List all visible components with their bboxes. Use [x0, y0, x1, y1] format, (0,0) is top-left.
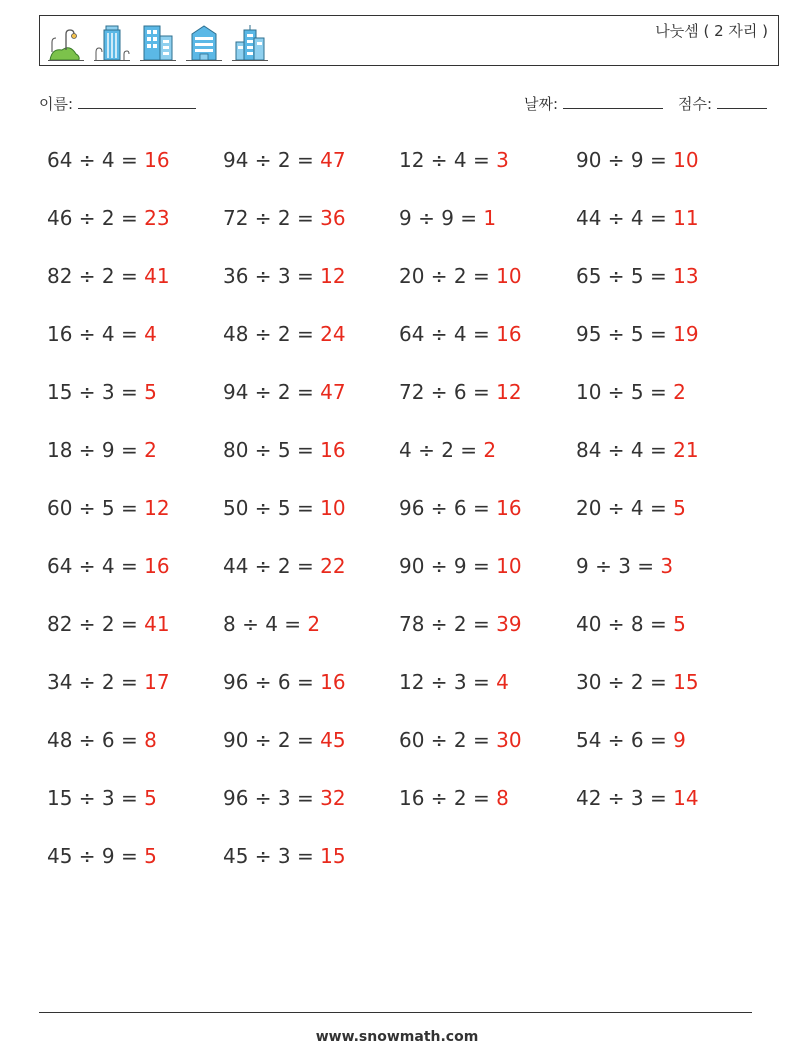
problem-item [223, 496, 346, 520]
problem-question: 15 ÷ 3 = [47, 786, 145, 810]
problem-item [47, 148, 170, 172]
problem-question: 12 ÷ 3 = [399, 670, 497, 694]
problem-question: 64 ÷ 4 = [47, 148, 145, 172]
problem-answer: 14 [673, 786, 699, 810]
problem-question: 46 ÷ 2 = [47, 206, 145, 230]
problem-item [399, 554, 522, 578]
problem-item [47, 844, 157, 868]
problem-answer: 13 [673, 264, 699, 288]
problem-answer: 8 [144, 728, 157, 752]
problem-question: 78 ÷ 2 = [399, 612, 497, 636]
problem-answer: 4 [144, 322, 157, 346]
problem-answer: 41 [144, 264, 170, 288]
problem-answer: 1 [483, 206, 497, 230]
city-buildings-icon [230, 22, 270, 62]
problem-item [223, 612, 320, 636]
problem-answer: 32 [320, 786, 346, 810]
problem-question: 94 ÷ 2 = [223, 148, 321, 172]
problem-item [223, 844, 346, 868]
problem-item [47, 728, 157, 752]
problem-question: 36 ÷ 3 = [223, 264, 321, 288]
problem-question: 44 ÷ 2 = [223, 554, 321, 578]
problem-question: 48 ÷ 6 = [47, 728, 145, 752]
office-building-icon [138, 22, 178, 62]
problem-item [47, 264, 170, 288]
problem-answer: 16 [320, 438, 346, 462]
problem-item [47, 322, 157, 346]
problem-item [576, 670, 699, 694]
worksheet-title: 나눗셈 ( 2 자리 ) [655, 22, 768, 40]
problem-answer: 12 [496, 380, 522, 404]
tall-building-icon [92, 22, 132, 62]
problem-answer: 21 [673, 438, 699, 462]
problem-answer: 15 [673, 670, 699, 694]
problem-question: 15 ÷ 3 = [47, 380, 145, 404]
problem-answer: 22 [320, 554, 346, 578]
problem-item [399, 206, 496, 230]
problem-question: 48 ÷ 2 = [223, 322, 321, 346]
date-label: 날짜: [524, 95, 559, 113]
problem-item [399, 496, 522, 520]
problem-answer: 10 [496, 554, 522, 578]
problem-item [399, 264, 522, 288]
problem-item [576, 322, 699, 346]
problem-answer: 10 [496, 264, 522, 288]
problem-question: 12 ÷ 4 = [399, 148, 497, 172]
problem-item [576, 148, 699, 172]
problem-answer: 12 [320, 264, 346, 288]
name-label: 이름: [39, 95, 74, 113]
problem-answer: 15 [320, 844, 346, 868]
problem-answer: 45 [320, 728, 346, 752]
problem-question: 50 ÷ 5 = [223, 496, 321, 520]
date-field [524, 93, 663, 114]
problem-item [399, 380, 522, 404]
problem-item [576, 728, 686, 752]
problem-answer: 16 [320, 670, 346, 694]
problem-answer: 5 [144, 786, 157, 810]
problem-question: 45 ÷ 9 = [47, 844, 145, 868]
problem-item [47, 670, 170, 694]
problem-question: 20 ÷ 4 = [576, 496, 674, 520]
problem-question: 9 ÷ 9 = [399, 206, 484, 230]
problem-item [223, 438, 346, 462]
problem-question: 44 ÷ 4 = [576, 206, 674, 230]
problem-item [47, 554, 170, 578]
problem-question: 20 ÷ 2 = [399, 264, 497, 288]
problem-answer: 11 [673, 206, 699, 230]
name-line[interactable] [78, 94, 196, 109]
problem-answer: 19 [673, 322, 699, 346]
problem-question: 96 ÷ 6 = [223, 670, 321, 694]
problem-answer: 2 [144, 438, 157, 462]
problem-item [576, 264, 699, 288]
problem-answer: 3 [496, 148, 509, 172]
problem-question: 82 ÷ 2 = [47, 264, 145, 288]
problem-question: 42 ÷ 3 = [576, 786, 674, 810]
problem-question: 64 ÷ 4 = [399, 322, 497, 346]
problem-item [399, 670, 509, 694]
problem-item [47, 612, 170, 636]
problem-answer: 17 [144, 670, 170, 694]
problem-item [399, 322, 522, 346]
problem-question: 94 ÷ 2 = [223, 380, 321, 404]
problem-item [223, 728, 346, 752]
problem-answer: 41 [144, 612, 170, 636]
problem-item [47, 496, 170, 520]
score-field [678, 93, 767, 114]
problem-answer: 30 [496, 728, 522, 752]
problem-question: 90 ÷ 2 = [223, 728, 321, 752]
problem-question: 84 ÷ 4 = [576, 438, 674, 462]
problem-answer: 9 [673, 728, 686, 752]
problem-answer: 5 [673, 496, 686, 520]
problem-question: 80 ÷ 5 = [223, 438, 321, 462]
problem-answer: 8 [496, 786, 509, 810]
problem-item [47, 206, 170, 230]
name-field [39, 93, 196, 114]
problem-item [47, 380, 157, 404]
problem-answer: 5 [144, 844, 157, 868]
problem-item [399, 438, 496, 462]
problem-question: 18 ÷ 9 = [47, 438, 145, 462]
problem-item [576, 496, 686, 520]
problem-question: 60 ÷ 2 = [399, 728, 497, 752]
problem-answer: 10 [320, 496, 346, 520]
problem-item [223, 554, 346, 578]
problem-question: 9 ÷ 3 = [576, 554, 661, 578]
footer-divider [39, 1012, 752, 1013]
problem-item [576, 380, 686, 404]
tower-building-icon [184, 22, 224, 62]
problem-question: 4 ÷ 2 = [399, 438, 484, 462]
problem-question: 30 ÷ 2 = [576, 670, 674, 694]
problem-answer: 3 [660, 554, 674, 578]
problem-item [576, 554, 673, 578]
header-box [39, 15, 779, 66]
problem-question: 8 ÷ 4 = [223, 612, 308, 636]
problem-item [399, 728, 522, 752]
problem-question: 10 ÷ 5 = [576, 380, 674, 404]
problem-item [399, 148, 509, 172]
problem-question: 90 ÷ 9 = [399, 554, 497, 578]
problem-question: 60 ÷ 5 = [47, 496, 145, 520]
problem-answer: 16 [144, 148, 170, 172]
problem-item [576, 786, 699, 810]
problem-answer: 5 [144, 380, 157, 404]
problem-answer: 2 [307, 612, 321, 636]
problem-answer: 5 [673, 612, 686, 636]
problem-item [223, 786, 346, 810]
problem-item [576, 206, 699, 230]
problem-question: 54 ÷ 6 = [576, 728, 674, 752]
problem-answer: 16 [496, 496, 522, 520]
score-label: 점수: [678, 95, 713, 113]
problem-item [399, 612, 522, 636]
problem-item [47, 438, 157, 462]
problem-question: 82 ÷ 2 = [47, 612, 145, 636]
problem-answer: 23 [144, 206, 170, 230]
problem-item [223, 264, 346, 288]
problem-item [47, 786, 157, 810]
problem-question: 96 ÷ 3 = [223, 786, 321, 810]
problem-answer: 39 [496, 612, 522, 636]
problem-question: 45 ÷ 3 = [223, 844, 321, 868]
score-line[interactable] [717, 94, 767, 109]
problem-answer: 47 [320, 148, 346, 172]
problem-item [399, 786, 509, 810]
problem-question: 64 ÷ 4 = [47, 554, 145, 578]
problem-question: 96 ÷ 6 = [399, 496, 497, 520]
problem-answer: 36 [320, 206, 346, 230]
problem-item [223, 206, 346, 230]
problem-answer: 12 [144, 496, 170, 520]
problem-question: 72 ÷ 2 = [223, 206, 321, 230]
problem-item [576, 438, 699, 462]
problem-question: 40 ÷ 8 = [576, 612, 674, 636]
problem-answer: 10 [673, 148, 699, 172]
problem-item [223, 148, 346, 172]
problem-question: 34 ÷ 2 = [47, 670, 145, 694]
problem-item [576, 612, 686, 636]
problem-answer: 2 [673, 380, 686, 404]
problem-question: 16 ÷ 2 = [399, 786, 497, 810]
problem-question: 72 ÷ 6 = [399, 380, 497, 404]
problem-answer: 24 [320, 322, 346, 346]
problem-answer: 16 [496, 322, 522, 346]
problem-item [223, 322, 346, 346]
problem-answer: 4 [496, 670, 509, 694]
tree-bush-icon [46, 22, 86, 62]
problem-answer: 47 [320, 380, 346, 404]
problem-answer: 2 [483, 438, 497, 462]
date-line[interactable] [563, 94, 663, 109]
footer-url: www.snowmath.com [315, 1029, 479, 1045]
problem-answer: 16 [144, 554, 170, 578]
problem-item [223, 380, 346, 404]
problem-question: 65 ÷ 5 = [576, 264, 674, 288]
problem-question: 95 ÷ 5 = [576, 322, 674, 346]
problem-question: 16 ÷ 4 = [47, 322, 145, 346]
problem-item [223, 670, 346, 694]
problem-question: 90 ÷ 9 = [576, 148, 674, 172]
